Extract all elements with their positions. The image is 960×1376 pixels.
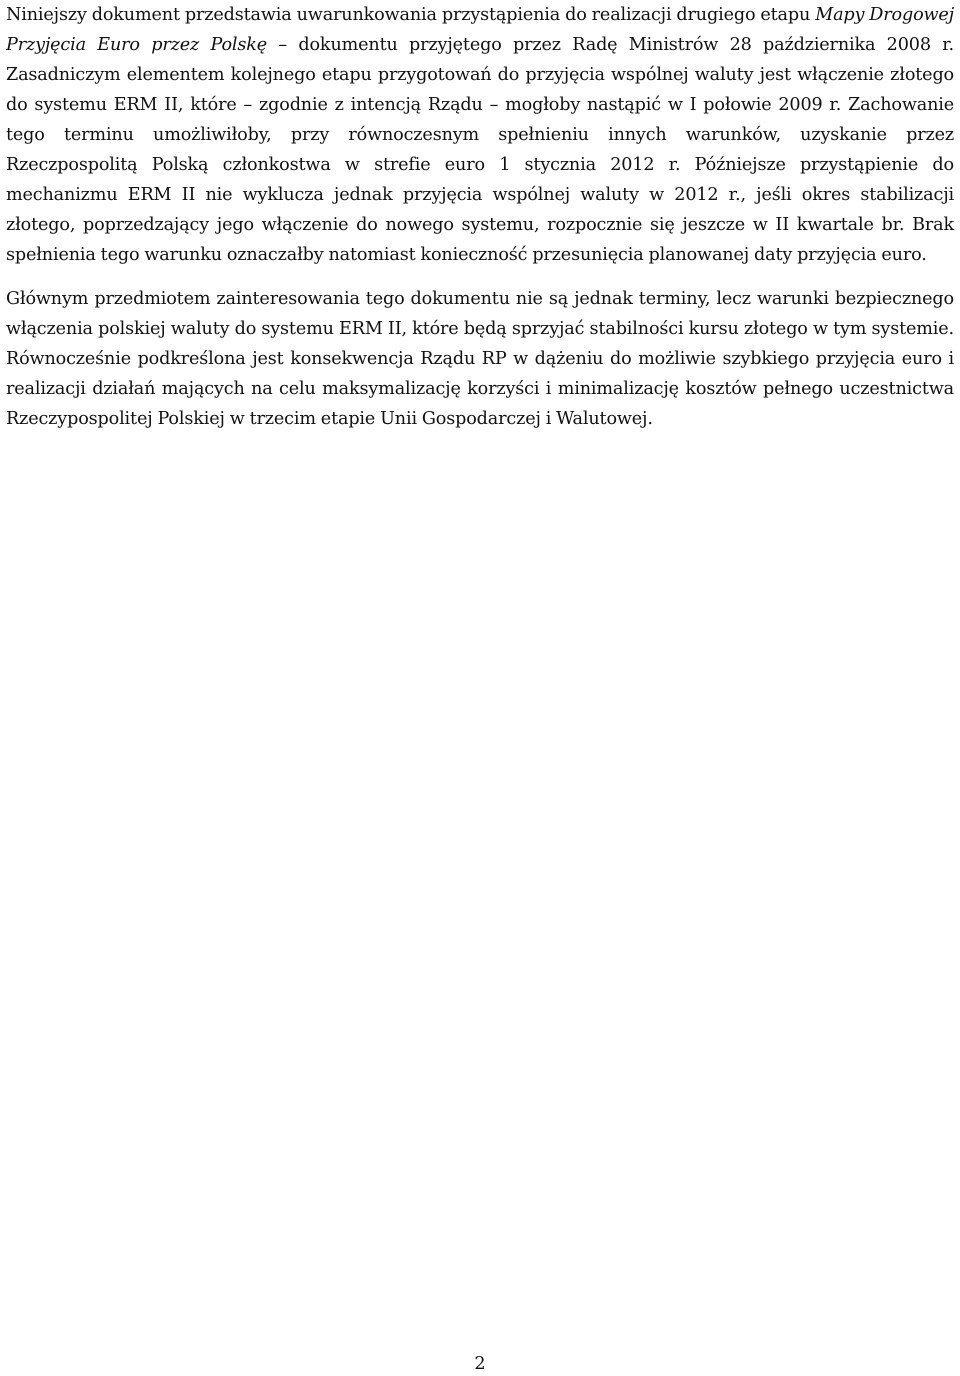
document-page — [6, 0, 954, 1376]
paragraph-1 — [6, 0, 954, 270]
page-number: 2 — [474, 1354, 486, 1374]
roadmap-title: Mapy Drogowej Przyjęcia Euro przez Polskę — [6, 5, 954, 55]
paragraph-2: Głównym przedmiotem zainteresowania tego dokumentu nie są jednak terminy, lecz warunki bezpiecznego włączenia polskiej waluty do systemu ERM II, które będą sprzyjać stabilności kursu złotego w tym systemie. Równocześnie podkreślona jest konsekwencja Rządu RP w dążeniu do możliwie szybkiego przyjęcia euro i realizacji działań mających na celu maksymalizację korzyści i minimalizację kosztów pełnego uczestnictwa Rzeczypospolitej Polskiej w trzecim etapie Unii Gospodarczej i Walutowej. — [6, 289, 954, 429]
paragraph-1-text-part-1: Niniejszy dokument przedstawia uwarunkowania przystąpienia do realizacji drugiego etapu — [6, 5, 816, 25]
paragraph-1-text-part-2: – dokumentu przyjętego przez Radę Ministrów 28 października 2008 r. Zasadniczym elementem kolejnego etapu przygotowań do przyjęcia wspólnej waluty jest włączenie złotego do systemu ERM II, które – zgodnie z intencją Rządu – mogłoby nastąpić w I połowie 2009 r. Zachowanie tego terminu umożliwiłoby, przy równoczesnym spełnieniu innych warunków, uzyskanie przez Rzeczpospolitą Polską członkostwa w strefie euro 1 stycznia 2012 r. Późniejsze przystąpienie do mechanizmu ERM II nie wyklucza jednak przyjęcia wspólnej waluty w 2012 r., jeśli okres stabilizacji złotego, poprzedzający jego włączenie do nowego systemu, rozpocznie się jeszcze w II kwartale br. Brak spełnienia tego warunku oznaczałby natomiast konieczność przesunięcia planowanej daty przyjęcia euro. — [6, 35, 954, 265]
